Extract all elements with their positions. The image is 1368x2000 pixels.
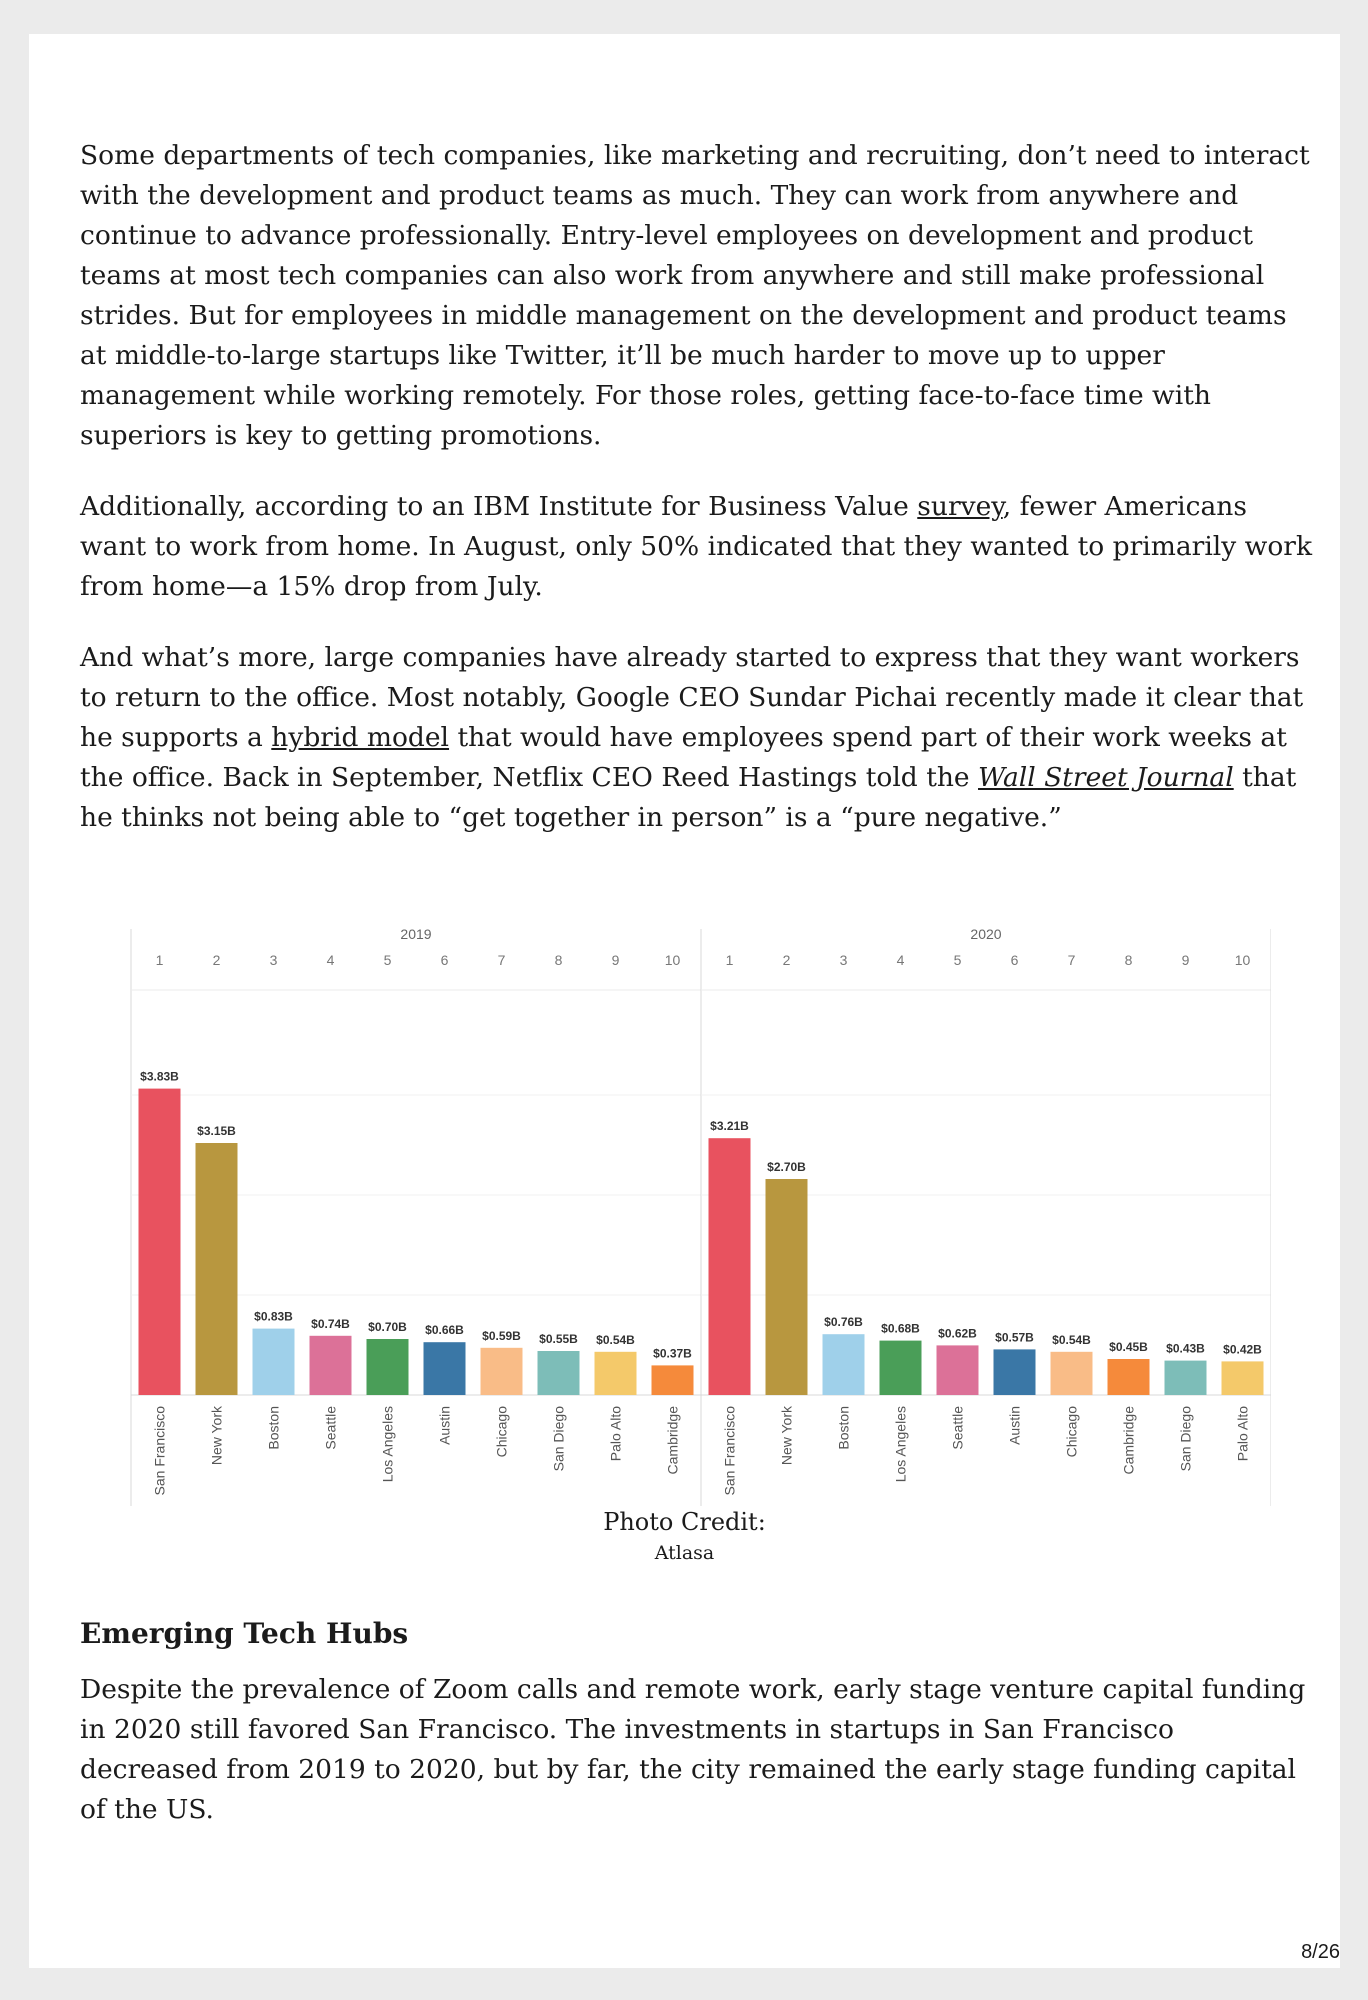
city-label: Chicago (493, 1406, 510, 1458)
value-label: $0.43B (1166, 1341, 1205, 1356)
city-label: San Diego (550, 1406, 567, 1472)
bar-2019-san-diego (538, 1351, 580, 1395)
bar-2020-boston (823, 1334, 865, 1395)
city-label: Cambridge (1120, 1406, 1137, 1475)
rank-label: 10 (1234, 952, 1251, 968)
wall-street-journal-text: Wall Street Journal (978, 762, 1234, 793)
city-label: San Francisco (721, 1406, 738, 1496)
bar-2020-chicago (1051, 1352, 1093, 1395)
value-label: $0.54B (1052, 1332, 1091, 1347)
rank-label: 9 (1181, 952, 1190, 968)
year-label-2020: 2020 (970, 926, 1002, 942)
value-label: $0.54B (596, 1332, 635, 1347)
bar-2020-new-york (766, 1179, 808, 1395)
document-page (29, 34, 1340, 1968)
rank-label: 5 (953, 952, 962, 968)
city-label: Austin (1006, 1406, 1023, 1445)
paragraph-text: that he thinks not being able to “get together in person” is a “pure negative.” (80, 762, 1297, 833)
rank-label: 1 (155, 952, 164, 968)
city-label: Boston (835, 1406, 852, 1450)
rank-label: 9 (611, 952, 620, 968)
value-label: $3.21B (710, 1119, 749, 1134)
paragraph-text: Additionally, according to an IBM Institute for Business Value (80, 491, 918, 522)
bar-2020-san-diego (1165, 1361, 1207, 1395)
bar-2019-chicago (481, 1348, 523, 1395)
bar-2020-austin (994, 1349, 1036, 1395)
year-label-2019: 2019 (400, 926, 432, 942)
paragraph-text: Some departments of tech companies, like marketing and recruiting, don’t need to interact with the development and product teams as much. They can work from anywhere and continue to advance professionally. Entry-level employees on development and product teams at most tech companies can also work from anywhere and still make professional strides. But for employees in middle management on the development and product teams at middle-to-large startups like Twitter, it’ll be much harder to move up to upper management while working remotely. For those roles, getting face-to-face time with superiors is key to getting promotions. (80, 140, 1310, 451)
bar-2020-san-francisco (709, 1138, 751, 1395)
value-label: $0.76B (824, 1315, 863, 1330)
paragraph-text: Despite the prevalence of Zoom calls and remote work, early stage venture capital funding in 2020 still favored San Francisco. The investments in startups in San Francisco decreased from 2019 to 2020, but by far, the city remained the early stage funding capital of the US. (80, 1674, 1306, 1825)
rank-label: 8 (554, 952, 563, 968)
value-label: $0.70B (368, 1320, 407, 1334)
paragraph-return-to-office (80, 638, 1320, 838)
survey-link[interactable]: survey (917, 491, 1003, 522)
photo-credit-label: Photo Credit: (603, 1508, 766, 1536)
value-label: $0.83B (254, 1309, 293, 1324)
bar-2019-los-angeles (367, 1339, 409, 1395)
rank-label: 5 (383, 952, 392, 968)
city-label: Boston (265, 1406, 282, 1450)
value-label: $0.57B (995, 1330, 1034, 1345)
city-label: New York (208, 1406, 225, 1466)
value-label: $0.68B (881, 1321, 920, 1336)
photo-credit-source: Atlasa (654, 1542, 715, 1564)
hybrid-model-link[interactable]: hybrid model (271, 722, 450, 753)
bar-2019-palo-alto (595, 1352, 637, 1395)
value-label: $0.74B (311, 1316, 350, 1331)
rank-label: 4 (326, 952, 335, 968)
city-label: Seattle (322, 1406, 339, 1450)
bar-2020-cambridge (1108, 1359, 1150, 1395)
city-label: San Diego (1177, 1406, 1194, 1472)
value-label: $3.83B (140, 1069, 179, 1084)
city-label: Los Angeles (379, 1406, 396, 1483)
bar-2020-seattle (937, 1345, 979, 1395)
city-label: San Francisco (151, 1406, 168, 1496)
value-label: $0.66B (425, 1323, 464, 1338)
city-label: New York (778, 1406, 795, 1466)
rank-label: 6 (440, 952, 449, 968)
paragraph-sf-funding (80, 1670, 1320, 1830)
rank-label: 8 (1124, 952, 1133, 968)
paragraph-text: that would have employees spend part of their work weeks at the office. Back in September, Netflix CEO Reed Hastings told the (80, 722, 1287, 793)
rank-label: 2 (782, 952, 791, 968)
rank-label: 2 (212, 952, 221, 968)
bar-2019-austin (424, 1342, 466, 1395)
city-label: Chicago (1063, 1406, 1080, 1458)
rank-label: 4 (896, 952, 905, 968)
value-label: $0.42B (1223, 1342, 1262, 1357)
city-label: Austin (436, 1406, 453, 1445)
paragraph-text: , fewer Americans want to work from home. In August, only 50% indicated that they wanted to primarily work from home—a 15% drop from July. (80, 491, 1313, 602)
value-label: $0.59B (482, 1328, 521, 1343)
rank-label: 1 (725, 952, 734, 968)
rank-label: 7 (497, 952, 506, 968)
rank-label: 10 (664, 952, 681, 968)
city-label: Seattle (949, 1406, 966, 1450)
paragraph-text: And what’s more, large companies have already started to express that they want workers to return to the office. Most notably, Google CEO Sundar Pichai recently made it clear that he supports a (80, 642, 1304, 753)
bar-2020-palo-alto (1222, 1361, 1264, 1395)
city-label: Palo Alto (607, 1406, 624, 1462)
city-label: Cambridge (664, 1406, 681, 1475)
rank-label: 7 (1067, 952, 1076, 968)
rank-label: 3 (839, 952, 848, 968)
bar-2020-los-angeles (880, 1341, 922, 1395)
bar-2019-boston (253, 1329, 295, 1395)
value-label: $0.55B (539, 1332, 578, 1346)
vc-funding-bar-chart (99, 884, 1271, 1506)
rank-label: 3 (269, 952, 278, 968)
bar-2019-new-york (196, 1143, 238, 1395)
wall-street-journal-link[interactable] (978, 762, 1234, 793)
city-label: Los Angeles (892, 1406, 909, 1483)
value-label: $3.15B (197, 1124, 236, 1138)
value-label: $0.37B (653, 1346, 692, 1361)
bar-2019-cambridge (652, 1365, 694, 1395)
bar-2019-san-francisco (139, 1089, 181, 1395)
value-label: $2.70B (767, 1160, 806, 1174)
value-label: $0.62B (938, 1326, 977, 1341)
page-number: 8/26 (1301, 1941, 1340, 1963)
paragraph-remote-work-roles (80, 136, 1320, 456)
city-label: Palo Alto (1234, 1406, 1251, 1462)
paragraph-ibm-survey (80, 487, 1320, 607)
bar-2019-seattle (310, 1336, 352, 1395)
value-label: $0.45B (1109, 1340, 1148, 1354)
section-heading: Emerging Tech Hubs (80, 1617, 409, 1650)
rank-label: 6 (1010, 952, 1019, 968)
